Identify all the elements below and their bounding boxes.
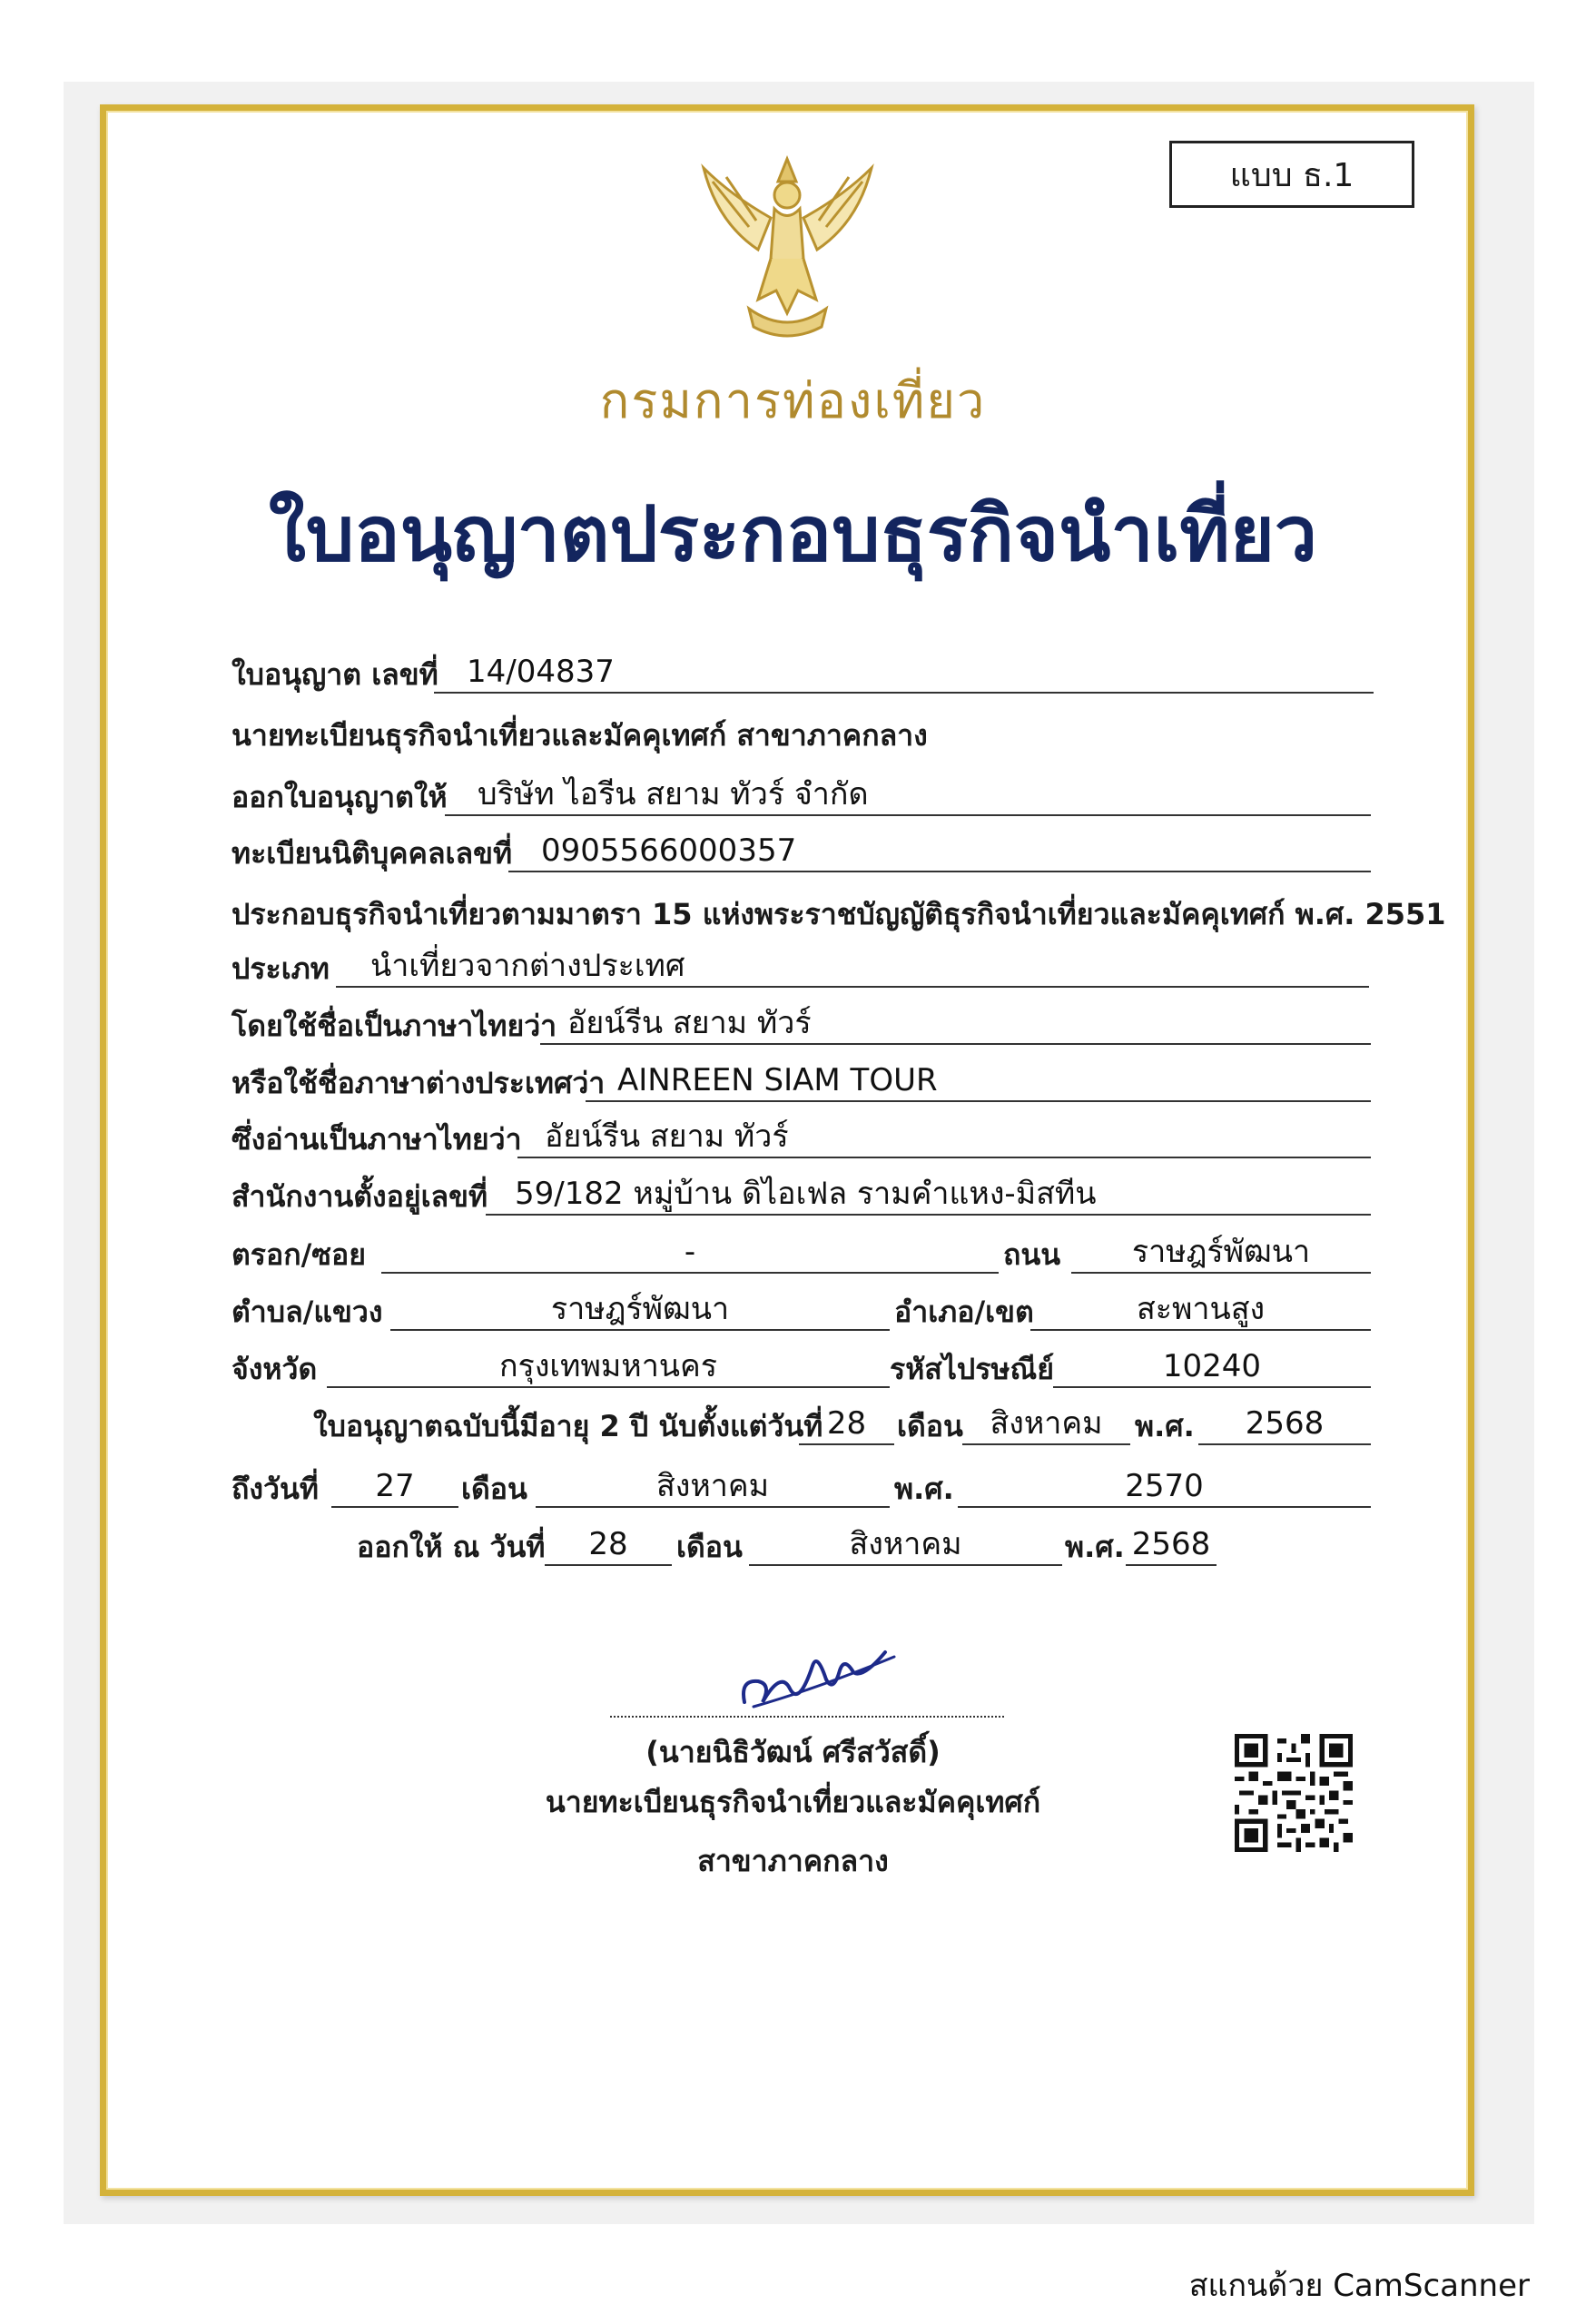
subdistrict-label: ตำบล/แขวง xyxy=(231,1295,383,1329)
form-code: แบบ ธ.1 xyxy=(1229,156,1355,194)
foreign-name-label: หรือใช้ชื่อภาษาต่างประเทศว่า xyxy=(231,1066,606,1100)
read-as-label: ซึ่งอ่านเป็นภาษาไทยว่า xyxy=(231,1122,522,1157)
issued-day: 28 xyxy=(545,1526,672,1566)
issued-month: สิงหาคม xyxy=(749,1526,1062,1566)
province-value: กรุงเทพมหานคร xyxy=(327,1348,890,1388)
juristic-number: 0905566000357 xyxy=(508,832,1371,872)
read-as-value: อัยน์รีน สยาม ทัวร์ xyxy=(517,1118,1371,1158)
issued-year-label: พ.ศ. xyxy=(1065,1530,1125,1564)
district-label: อำเภอ/เขต xyxy=(894,1295,1034,1329)
district-value: สะพานสูง xyxy=(1030,1291,1371,1331)
issued-date-label: ออกให้ ณ วันที่ xyxy=(357,1530,546,1564)
signature-icon xyxy=(726,1616,908,1725)
department-name: กรมการท่องเที่ยว xyxy=(599,372,987,429)
to-month-label: เดือน xyxy=(461,1472,527,1506)
to-month: สิงหาคม xyxy=(536,1468,890,1508)
from-day: 28 xyxy=(799,1405,894,1445)
soi-label: ตรอก/ซอย xyxy=(231,1237,366,1272)
to-year: 2570 xyxy=(958,1468,1371,1508)
postcode-label: รหัสไปรษณีย์ xyxy=(890,1352,1054,1386)
to-day: 27 xyxy=(331,1468,458,1508)
issued-month-label: เดือน xyxy=(676,1530,743,1564)
juristic-number-label: ทะเบียนนิติบุคคลเลขที่ xyxy=(231,836,513,871)
signer-name: (นายนิธิวัฒน์ ศรีสวัสดิ์) xyxy=(645,1735,941,1769)
issued-year: 2568 xyxy=(1126,1526,1217,1566)
form-code-box xyxy=(1169,141,1414,208)
act-line: ประกอบธุรกิจนำเที่ยวตามมาตรา 15 แห่งพระราชบัญญัติธุรกิจนำเที่ยวและมัคคุเทศก์ พ.ศ. 2551 xyxy=(231,897,1446,931)
from-month: สิงหาคม xyxy=(962,1405,1130,1445)
from-month-label: เดือน xyxy=(897,1409,963,1443)
to-date-label: ถึงวันที่ xyxy=(231,1472,319,1506)
page-title: ใบอนุญาตประกอบธุรกิจนำเที่ยว xyxy=(268,489,1318,578)
signer-branch: สาขาภาคกลาง xyxy=(697,1844,889,1878)
soi-value: - xyxy=(381,1234,999,1274)
business-type: นำเที่ยวจากต่างประเทศ xyxy=(336,948,1369,988)
thai-name-label: โดยใช้ชื่อเป็นภาษาไทยว่า xyxy=(231,1009,557,1043)
business-type-label: ประเภท xyxy=(231,951,330,986)
garuda-emblem-icon xyxy=(694,141,881,350)
camscanner-footer: สแกนด้วย CamScanner xyxy=(1188,2268,1530,2304)
road-value: ราษฎร์พัฒนา xyxy=(1071,1234,1371,1274)
thai-name: อัยน์รีน สยาม ทัวร์ xyxy=(540,1005,1371,1045)
to-year-label: พ.ศ. xyxy=(894,1472,954,1506)
issued-to-label: ออกใบอนุญาตให้ xyxy=(231,780,448,814)
road-label: ถนน xyxy=(1003,1237,1061,1272)
from-year-label: พ.ศ. xyxy=(1135,1409,1195,1443)
foreign-name: AINREEN SIAM TOUR xyxy=(586,1062,1371,1102)
signature-line xyxy=(610,1716,1004,1718)
issued-to-value: บริษัท ไอรีน สยาม ทัวร์ จำกัด xyxy=(445,776,1371,816)
office-label: สำนักงานตั้งอยู่เลขที่ xyxy=(231,1179,488,1214)
from-year: 2568 xyxy=(1198,1405,1371,1445)
license-number-label: ใบอนุญาต เลขที่ xyxy=(231,657,438,692)
qr-code-icon xyxy=(1235,1734,1353,1852)
license-number: 14/04837 xyxy=(434,654,1374,694)
signer-position: นายทะเบียนธุรกิจนำเที่ยวและมัคคุเทศก์ xyxy=(545,1785,1041,1819)
office-address: 59/182 หมู่บ้าน ดิไอเฟล รามคำแหง-มิสทีน xyxy=(486,1176,1371,1216)
province-label: จังหวัด xyxy=(231,1352,318,1386)
postcode-value: 10240 xyxy=(1053,1348,1371,1388)
validity-intro: ใบอนุญาตฉบับนี้มีอายุ 2 ปี นับตั้งแต่วันที่ xyxy=(313,1409,823,1443)
registrar-line: นายทะเบียนธุรกิจนำเที่ยวและมัคคุเทศก์ สาขาภาคกลาง xyxy=(231,718,928,753)
subdistrict-value: ราษฎร์พัฒนา xyxy=(390,1291,890,1331)
